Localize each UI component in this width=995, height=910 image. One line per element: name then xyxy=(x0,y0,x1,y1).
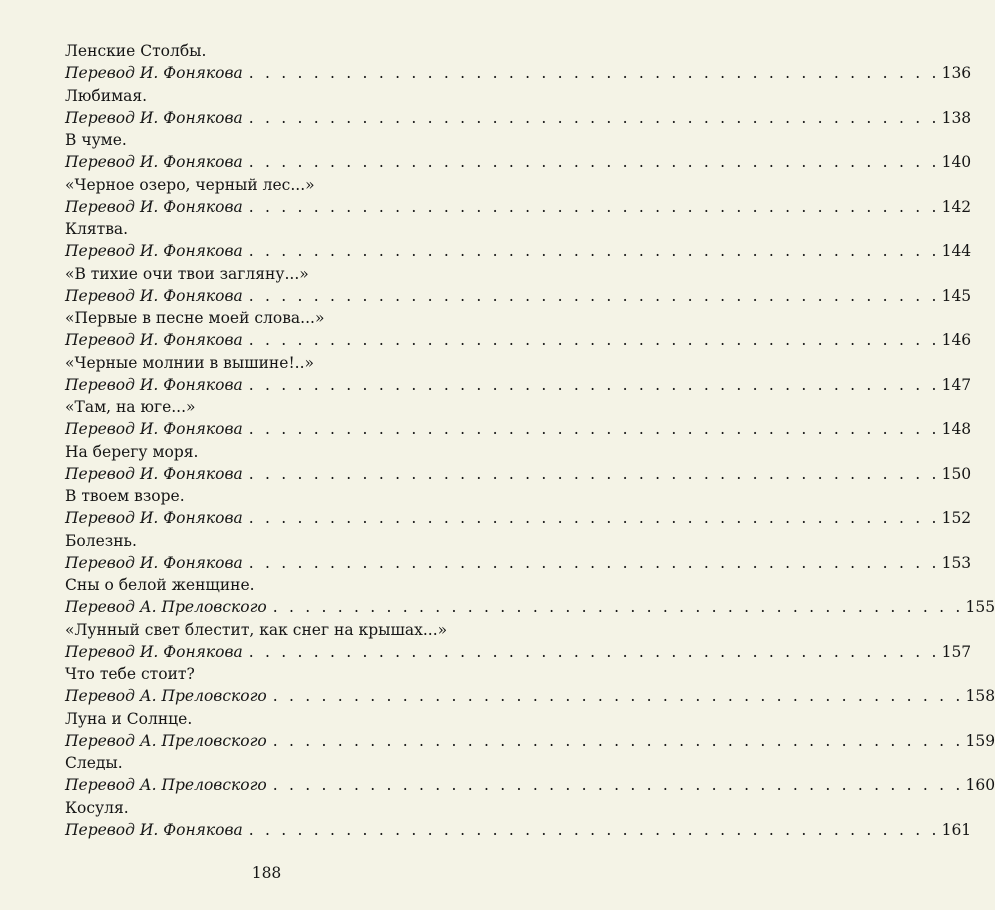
poem-title: «В тихие очи твои загляну...» xyxy=(65,264,309,283)
translator-credit: Перевод И. Фонякова xyxy=(65,464,243,483)
translator-credit: Перевод И. Фонякова xyxy=(65,108,243,127)
entry-page-number: 150 xyxy=(941,464,972,483)
dot-leader: . . . . . . . . . . . . . . . . . . . . . . . . . . . . . . . . . . . . . . . . . . . xyxy=(248,820,940,839)
entry-page-number: 152 xyxy=(941,509,972,527)
toc-entry xyxy=(65,752,995,797)
translator-line xyxy=(65,507,972,529)
toc-entry xyxy=(65,485,972,530)
toc-entry xyxy=(65,85,972,130)
translator-line xyxy=(65,418,972,440)
translator-line xyxy=(65,463,972,485)
entry-page-number: 160 xyxy=(965,776,995,794)
poem-title: Сны о белой женщине. xyxy=(65,576,255,594)
toc-entry xyxy=(65,396,972,441)
translator-line xyxy=(65,730,995,752)
entry-page-number: 146 xyxy=(941,331,972,349)
translator-credit: Перевод И. Фонякова xyxy=(65,64,243,82)
entry-page-number: 155 xyxy=(965,598,995,616)
translator-credit: Перевод А. Преловского xyxy=(65,687,267,705)
translator-credit: Перевод А. Преловского xyxy=(65,598,267,616)
toc-entry xyxy=(65,530,972,575)
entry-page-number: 158 xyxy=(965,687,995,705)
poem-title: В твоем взоре. xyxy=(65,487,185,505)
translator-credit: Перевод И. Фонякова xyxy=(65,509,243,527)
toc-entry xyxy=(65,129,972,174)
translator-line xyxy=(65,196,972,218)
dot-leader: . . . . . . . . . . . . . . . . . . . . . . . . . . . . . . . . . . . . . . . . . . . xyxy=(248,286,940,305)
dot-leader: . . . . . . . . . . . . . . . . . . . . . . . . . . . . . . . . . . . . . . . . . . . xyxy=(272,687,964,705)
poem-title: Что тебе стоит? xyxy=(65,665,195,683)
toc-entry xyxy=(65,441,972,486)
poem-title: Ленские Столбы. xyxy=(65,42,207,60)
toc-entry xyxy=(65,307,972,352)
poem-title: «Черные молнии в вышине!..» xyxy=(65,353,315,372)
entry-page-number: 140 xyxy=(941,153,972,171)
entry-page-number: 153 xyxy=(941,553,972,572)
table-of-contents xyxy=(65,40,995,841)
entry-page-number: 147 xyxy=(941,375,972,394)
poem-title: «Там, на юге...» xyxy=(65,398,196,416)
toc-entry xyxy=(65,218,972,263)
poem-title: В чуме. xyxy=(65,131,127,149)
translator-line xyxy=(65,329,972,351)
dot-leader: . . . . . . . . . . . . . . . . . . . . . . . . . . . . . . . . . . . . . . . . . . . xyxy=(248,242,940,260)
translator-line xyxy=(65,107,972,129)
translator-credit: Перевод И. Фонякова xyxy=(65,286,243,305)
translator-credit: Перевод И. Фонякова xyxy=(65,820,243,839)
translator-credit: Перевод И. Фонякова xyxy=(65,242,243,260)
translator-credit: Перевод И. Фонякова xyxy=(65,553,243,572)
toc-entry xyxy=(65,174,972,219)
dot-leader: . . . . . . . . . . . . . . . . . . . . . . . . . . . . . . . . . . . . . . . . . . . xyxy=(248,420,940,438)
dot-leader: . . . . . . . . . . . . . . . . . . . . . . . . . . . . . . . . . . . . . . . . . . . xyxy=(248,153,940,171)
translator-credit: Перевод И. Фонякова xyxy=(65,642,243,661)
toc-entry xyxy=(65,708,995,753)
entry-page-number: 161 xyxy=(941,820,972,839)
translator-line xyxy=(65,774,995,796)
dot-leader: . . . . . . . . . . . . . . . . . . . . . . . . . . . . . . . . . . . . . . . . . . . xyxy=(248,331,940,349)
toc-entry xyxy=(65,574,995,619)
entry-page-number: 159 xyxy=(965,731,995,750)
dot-leader: . . . . . . . . . . . . . . . . . . . . . . . . . . . . . . . . . . . . . . . . . . . xyxy=(272,731,964,750)
poem-title: Следы. xyxy=(65,754,123,772)
dot-leader: . . . . . . . . . . . . . . . . . . . . . . . . . . . . . . . . . . . . . . . . . . . xyxy=(248,509,940,527)
translator-line xyxy=(65,240,972,262)
dot-leader: . . . . . . . . . . . . . . . . . . . . . . . . . . . . . . . . . . . . . . . . . . . xyxy=(248,375,940,394)
dot-leader: . . . . . . . . . . . . . . . . . . . . . . . . . . . . . . . . . . . . . . . . . . . xyxy=(248,64,940,82)
entry-page-number: 142 xyxy=(941,197,972,216)
dot-leader: . . . . . . . . . . . . . . . . . . . . . . . . . . . . . . . . . . . . . . . . . . . xyxy=(272,598,964,616)
entry-page-number: 138 xyxy=(941,108,972,127)
toc-entry xyxy=(65,263,972,308)
dot-leader: . . . . . . . . . . . . . . . . . . . . . . . . . . . . . . . . . . . . . . . . . . . xyxy=(272,776,964,794)
translator-credit: Перевод И. Фонякова xyxy=(65,153,243,171)
toc-entry xyxy=(65,619,972,664)
entry-page-number: 136 xyxy=(941,64,972,82)
poem-title: «Первые в песне моей слова...» xyxy=(65,309,325,327)
poem-title: Клятва. xyxy=(65,220,129,238)
poem-title: Косуля. xyxy=(65,798,129,817)
entry-page-number: 145 xyxy=(941,286,972,305)
poem-title: Луна и Солнце. xyxy=(65,709,193,728)
dot-leader: . . . . . . . . . . . . . . . . . . . . . . . . . . . . . . . . . . . . . . . . . . . xyxy=(248,642,940,661)
poem-title: «Черное озеро, черный лес...» xyxy=(65,175,315,194)
translator-credit: Перевод И. Фонякова xyxy=(65,331,243,349)
translator-line xyxy=(65,819,972,841)
poem-title: Любимая. xyxy=(65,86,148,105)
page-number: 188 xyxy=(251,864,282,882)
dot-leader: . . . . . . . . . . . . . . . . . . . . . . . . . . . . . . . . . . . . . . . . . . . xyxy=(248,553,940,572)
toc-entry xyxy=(65,797,972,842)
translator-credit: Перевод И. Фонякова xyxy=(65,197,243,216)
toc-entry xyxy=(65,352,972,397)
translator-line xyxy=(65,285,972,307)
dot-leader: . . . . . . . . . . . . . . . . . . . . . . . . . . . . . . . . . . . . . . . . . . . xyxy=(248,197,940,216)
translator-line xyxy=(65,62,972,84)
translator-line xyxy=(65,552,972,574)
dot-leader: . . . . . . . . . . . . . . . . . . . . . . . . . . . . . . . . . . . . . . . . . . . xyxy=(248,108,940,127)
poem-title: «Лунный свет блестит, как снег на крышах...» xyxy=(65,620,448,639)
entry-page-number: 157 xyxy=(941,642,972,661)
translator-line xyxy=(65,641,972,663)
entry-page-number: 144 xyxy=(941,242,972,260)
toc-entry xyxy=(65,40,972,85)
translator-line xyxy=(65,596,995,618)
toc-entry xyxy=(65,663,995,708)
entry-page-number: 148 xyxy=(941,420,972,438)
translator-credit: Перевод И. Фонякова xyxy=(65,375,243,394)
translator-credit: Перевод И. Фонякова xyxy=(65,420,243,438)
poem-title: Болезнь. xyxy=(65,531,137,550)
translator-line xyxy=(65,685,995,707)
poem-title: На берегу моря. xyxy=(65,442,199,461)
translator-credit: Перевод А. Преловского xyxy=(65,731,267,750)
dot-leader: . . . . . . . . . . . . . . . . . . . . . . . . . . . . . . . . . . . . . . . . . . . xyxy=(248,464,940,483)
translator-credit: Перевод А. Преловского xyxy=(65,776,267,794)
translator-line xyxy=(65,374,972,396)
translator-line xyxy=(65,151,972,173)
